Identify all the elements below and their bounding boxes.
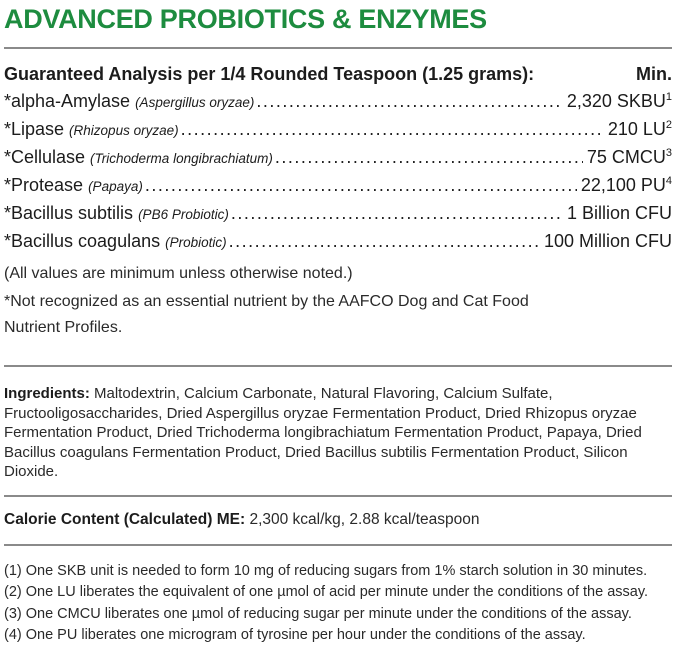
table-row [4,200,672,228]
guaranteed-analysis-label: Guaranteed Analysis per 1/4 Rounded Teaspoon (1.25 grams): [4,64,535,84]
dot-leader [275,144,583,171]
table-row [4,88,672,116]
calorie-content-line [4,511,672,529]
ingredient-name: *Bacillus coagulans [4,231,161,251]
ingredient-name: *Lipase [4,119,65,139]
calorie-text: 2,300 kcal/kg, 2.88 kcal/teaspoon [245,510,480,528]
divider-footnotes [4,544,672,546]
ingredient-name: *Cellulase [4,147,86,167]
footnote-ref: 1 [665,91,672,103]
min-column-label: Min. [636,64,672,84]
ingredient-value: 210 $LU^2$ [607,119,672,139]
dot-leader [145,172,577,199]
guaranteed-analysis-heading [4,64,672,85]
table-row [4,228,672,256]
ingredient-source: (Aspergillus oryzae) [135,95,255,110]
ingredient-name: *alpha-Amylase [4,91,131,111]
guaranteed-analysis-table [4,88,672,256]
ingredient-source: (Papaya) [88,179,143,194]
footnote-ref: 2 [665,119,672,131]
ingredients-paragraph [4,384,672,482]
ingredient-value: 1 Billion CFU [566,203,672,223]
dot-leader [231,200,563,227]
ingredient-source: (Probiotic) [165,235,227,250]
aafco-note [4,289,672,341]
ingredient-value: 22,100 $PU^4$ [580,175,672,195]
ingredient-value: 100 Million CFU [543,231,672,251]
footnote-2: (2) One LU liberates the equivalent of one µmol of acid per minute under the conditions of the assay. [4,584,649,600]
footnote-4: (4) One PU liberates one microgram of tyrosine per hour under the conditions of the assay. [4,627,586,643]
footnote-ref: 4 [665,175,672,187]
dot-leader [229,228,540,255]
ingredient-source: (PB6 Probiotic) [138,207,229,222]
footnote-ref: 3 [665,147,672,159]
table-row [4,144,672,172]
dot-leader [181,116,604,143]
dot-leader [256,88,562,115]
ingredient-source: (Trichoderma longibrachiatum) [90,151,273,166]
ingredients-label: Ingredients: [4,385,90,402]
footnotes-section [4,561,672,647]
divider-ingredients [4,365,672,367]
aafco-note-line2: Nutrient Profiles. [4,319,123,336]
aafco-note-line1: *Not recognized as an essential nutrient by the AAFCO Dog and Cat Food [4,293,529,310]
minimum-values-note: (All values are minimum unless otherwise noted.) [4,265,353,282]
divider-top [4,47,672,49]
ingredient-name: *Protease [4,175,84,195]
table-row [4,172,672,200]
table-row [4,116,672,144]
ingredient-source: (Rhizopus oryzae) [69,123,179,138]
footnote-1: (1) One SKB unit is needed to form 10 mg of reducing sugars from 1% starch solution in 30 minutes. [4,562,648,579]
ingredients-text: Maltodextrin, Calcium Carbonate, Natural Flavoring, Calcium Sulfate, Fructooligosaccharides, Dried Aspergillus oryzae Fermentation Product, Dried Rhizopus oryzae Fermentation Product, Dried Trichoderma longibrachiatum Fermentation Product, Papaya, Dried Bacillus coagulans Fermentation Product, Dried Bacillus subtilis Fermentation Product, Silicon Dioxide. [4,385,642,480]
calorie-label: Calorie Content (Calculated) ME: [4,510,246,528]
page-title: ADVANCED PROBIOTICS & ENZYMES [4,4,487,34]
footnote-3: (3) One CMCU liberates one µmol of reducing sugar per minute under the conditions of the assay. [4,605,632,622]
ingredient-value: 75 CMCU$^3$ [586,147,672,167]
divider-calorie [4,495,672,497]
ingredient-name: *Bacillus subtilis [4,203,134,223]
ingredient-value: 2,320 SKBU$^1$ [566,91,672,111]
